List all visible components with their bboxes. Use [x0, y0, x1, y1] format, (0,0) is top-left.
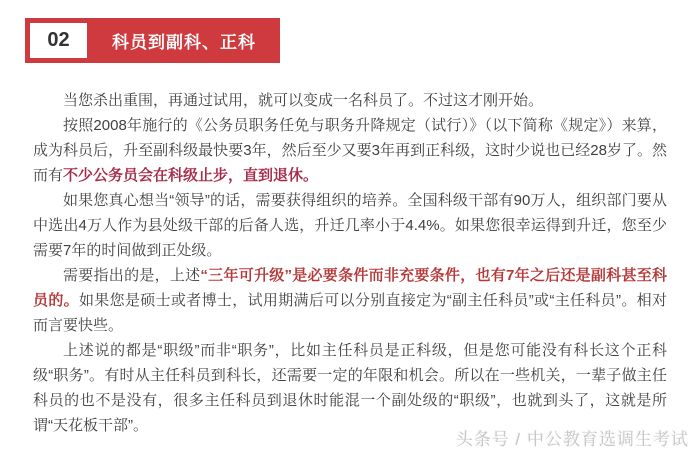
paragraph	[33, 338, 667, 438]
paragraph	[33, 188, 667, 263]
text-run: 需要指出的是，上述	[63, 267, 201, 284]
paragraph	[33, 88, 667, 113]
text-run: 按照2008年施行的《公务员职务任免与职务升降规定（试行）》（以下简称《规定》）来算，成为科员后，升至副科级最快要3年，然后至少又要3年再到正科级，这时少说也已经28岁了。然而有	[33, 117, 667, 184]
text-run: 当您杀出重围，再通过试用，就可以变成一名科员了。不过这才刚开始。	[63, 92, 544, 109]
watermark: 头条号 / 中公教育选调生考试	[455, 430, 689, 449]
emphasis-run: “三年可升级”是必要条件而非充要条件，也有7年之后还是副科甚至科员的。	[33, 267, 667, 309]
text-run: 上述说的都是“职级”而非“职务”，比如主任科员是正科级，但是您可能没有科长这个正科级“职务”。有时从主任科员到科长，还需要一定的年限和机会。所以在一些机关，一辈子做主任科员的也不是没有，很多主任科员到退休时能混一个副处级的“职级”，也就到头了，这就是所谓“天花板干部”。	[33, 342, 667, 434]
article-body	[33, 88, 667, 438]
section-badge	[25, 18, 280, 63]
text-run: 如果您是硕士或者博士，试用期满后可以分别直接定为“副主任科员”或“主任科员”。相对而言要快些。	[33, 292, 667, 334]
emphasis-run: 不少公务员会在科级止步，直到退休。	[63, 167, 319, 184]
section-number: 02	[30, 23, 87, 58]
section-title: 科员到副科、正科	[112, 33, 256, 52]
paragraph	[33, 263, 667, 338]
text-run: 如果您真心想当“领导”的话，需要获得组织的培养。全国科级干部有90万人，组织部门要从中选出4万人作为县处级干部的后备人选，升迁几率小于4.4%。如果您很幸运得到升迁，您至少需要7年的时间做到正处级。	[33, 192, 667, 259]
paragraph	[33, 113, 667, 188]
